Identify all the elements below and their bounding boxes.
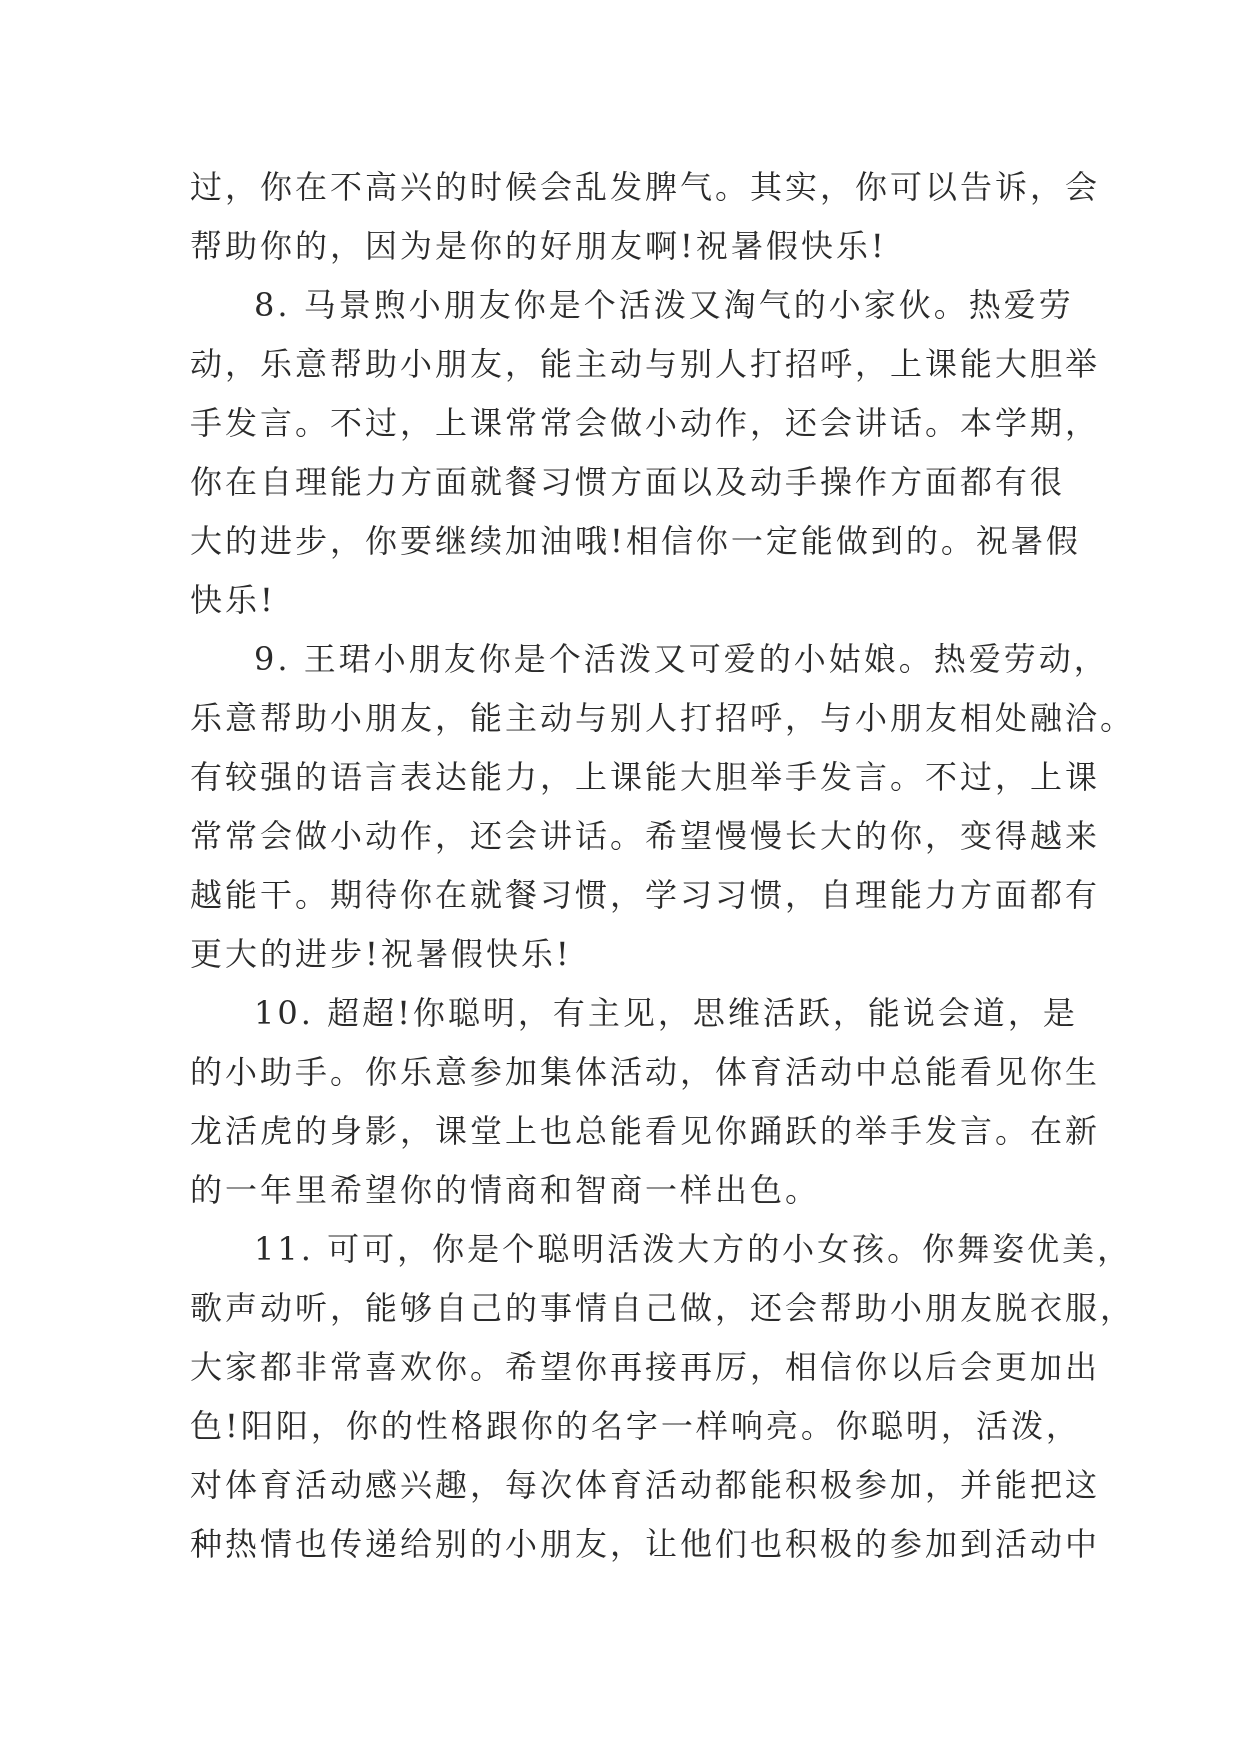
text-line: 乐意帮助小朋友，能主动与别人打招呼，与小朋友相处融洽。 <box>190 699 1136 737</box>
text-line: 9. 王珺小朋友你是个活泼又可爱的小姑娘。热爱劳动， <box>254 640 1109 678</box>
text-line: 龙活虎的身影，课堂上也总能看见你踊跃的举手发言。在新 <box>190 1112 1101 1150</box>
text-line: 8. 马景煦小朋友你是个活泼又淘气的小家伙。热爱劳 <box>254 286 1074 324</box>
text-line: 帮助你的，因为是你的好朋友啊!祝暑假快乐! <box>190 227 887 265</box>
text-line: 动，乐意帮助小朋友，能主动与别人打招呼，上课能大胆举 <box>190 345 1101 383</box>
text-line: 色!阳阳，你的性格跟你的名字一样响亮。你聪明，活泼， <box>190 1407 1081 1445</box>
text-line: 歌声动听，能够自己的事情自己做，还会帮助小朋友脱衣服， <box>190 1289 1136 1327</box>
text-line: 的小助手。你乐意参加集体活动，体育活动中总能看见你生 <box>190 1053 1101 1091</box>
text-line: 有较强的语言表达能力，上课能大胆举手发言。不过，上课 <box>190 758 1101 796</box>
text-line: 的一年里希望你的情商和智商一样出色。 <box>190 1171 821 1209</box>
text-line: 种热情也传递给别的小朋友，让他们也积极的参加到活动中 <box>190 1525 1101 1563</box>
text-line: 11. 可可，你是个聪明活泼大方的小女孩。你舞姿优美， <box>254 1230 1133 1268</box>
text-line: 更大的进步!祝暑假快乐! <box>190 935 572 973</box>
text-line: 你在自理能力方面就餐习惯方面以及动手操作方面都有很 <box>190 463 1066 501</box>
text-line: 手发言。不过，上课常常会做小动作，还会讲话。本学期， <box>190 404 1101 442</box>
text-line: 常常会做小动作，还会讲话。希望慢慢长大的你，变得越来 <box>190 817 1101 855</box>
text-line: 快乐! <box>190 581 276 619</box>
text-line: 大家都非常喜欢你。希望你再接再厉，相信你以后会更加出 <box>190 1348 1101 1386</box>
document-body <box>190 158 1136 1574</box>
text-line: 越能干。期待你在就餐习惯，学习习惯，自理能力方面都有 <box>190 876 1101 914</box>
text-line: 10. 超超!你聪明，有主见，思维活跃，能说会道，是 <box>254 994 1078 1032</box>
text-line: 过，你在不高兴的时候会乱发脾气。其实，你可以告诉，会 <box>190 168 1101 206</box>
text-line: 对体育活动感兴趣，每次体育活动都能积极参加，并能把这 <box>190 1466 1101 1504</box>
text-line: 大的进步，你要继续加油哦!相信你一定能做到的。祝暑假 <box>190 522 1081 560</box>
